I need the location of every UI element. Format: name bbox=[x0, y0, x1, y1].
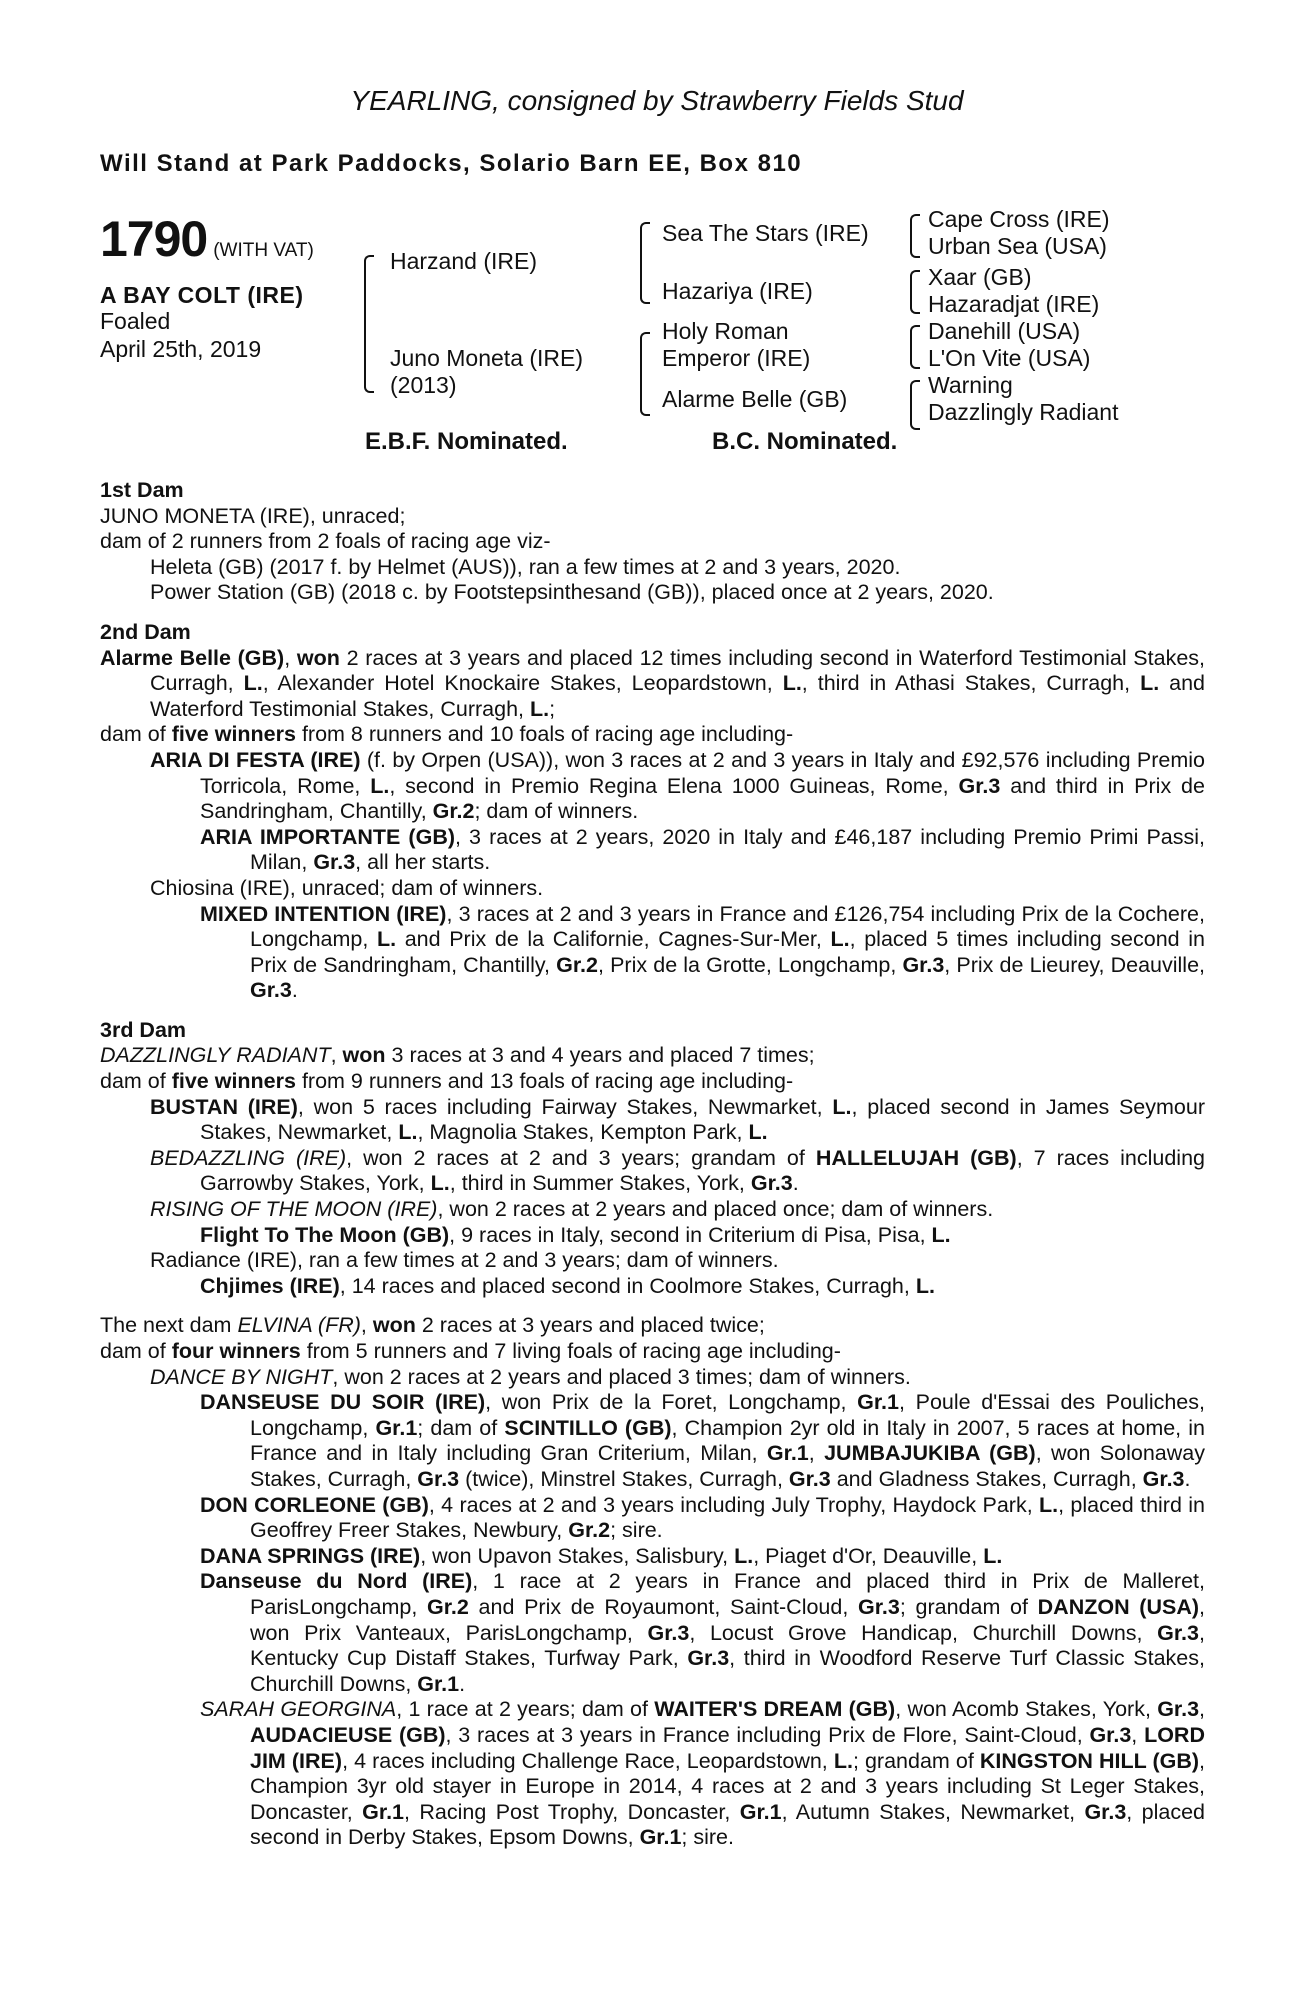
lot-number-value: 1790 bbox=[100, 211, 208, 267]
third-dam-foal-bedazzling: BEDAZZLING (IRE), won 2 races at 2 and 3 years; grandam of HALLELUJAH (GB), 7 races including Garrowby Stakes, York, L., third in Summer Stakes, York, Gr.3. bbox=[150, 1145, 1205, 1196]
section-heading-1st-dam: 1st Dam bbox=[100, 478, 184, 502]
second-dam-grandfoal-mixed-intention: MIXED INTENTION (IRE), 3 races at 2 and 3 years in France and £126,754 including Prix de la Cochere, Longchamp, L. and Prix de la Californie, Cagnes-Sur-Mer, L., placed 5 times including second in Prix de Sandringham, Chantilly, Gr.2, Prix de la Grotte, Longchamp, Gr.3, Prix de Lieurey, Deauville, Gr.3. bbox=[200, 901, 1205, 1003]
pedigree-g4-line2: Dazzlingly Radiant bbox=[928, 399, 1119, 425]
pedigree-g4-line1: Warning bbox=[928, 372, 1013, 398]
pedigree-g3-line2: L'On Vite (USA) bbox=[928, 345, 1091, 371]
next-dam-foal-dance-by-night: DANCE BY NIGHT, won 2 races at 2 years and placed 3 times; dam of winners. bbox=[150, 1364, 911, 1389]
section-heading-2nd-dam: 2nd Dam bbox=[100, 619, 191, 644]
second-dam-record: Alarme Belle (GB), won 2 races at 3 years and placed 12 times including second in Waterford Testimonial Stakes, Curragh, L., Alexander Hotel Knockaire Stakes, Leopardstown, L., third in Athasi Stakes, Curragh, L. and Waterford Testimonial Stakes, Curragh, L.; bbox=[100, 645, 1206, 721]
foaled-date: April 25th, 2019 bbox=[100, 336, 262, 362]
first-dam-foal-1: Heleta (GB) (2017 f. by Helmet (AUS)), ran a few times at 2 and 3 years, 2020. bbox=[150, 554, 901, 579]
third-dam-foal-radiance: Radiance (IRE), ran a few times at 2 and 3 years; dam of winners. bbox=[150, 1248, 779, 1273]
next-dam-record: The next dam ELVINA (FR), won 2 races at 3 years and placed twice; bbox=[100, 1313, 765, 1338]
pedigree-brace-1 bbox=[364, 255, 374, 393]
section-heading-3rd-dam: 3rd Dam bbox=[100, 1017, 187, 1042]
pedigree-dam-name: Juno Moneta (IRE) bbox=[390, 345, 584, 371]
pedigree-g2-line1: Xaar (GB) bbox=[928, 264, 1032, 290]
pedigree-dam-year: (2013) bbox=[390, 372, 457, 398]
stand-location: Will Stand at Park Paddocks, Solario Barn EE, Box 810 bbox=[100, 150, 803, 177]
pedigree-g3 bbox=[928, 318, 1090, 372]
first-dam-line-1: JUNO MONETA (IRE), unraced; bbox=[100, 503, 406, 528]
next-dam-grandfoal-danseuse-du-soir: DANSEUSE DU SOIR (IRE), won Prix de la Foret, Longchamp, Gr.1, Poule d'Essai des Pouliches, Longchamp, Gr.1; dam of SCINTILLO (GB), Champion 2yr old in Italy in 2007, 5 races at home, in France and in Italy including Gran Criterium, Milan, Gr.1, JUMBAJUKIBA (GB), won Solonaway Stakes, Curragh, Gr.3 (twice), Minstrel Stakes, Curragh, Gr.3 and Gladness Stakes, Curragh, Gr.3. bbox=[200, 1390, 1206, 1491]
page-title: YEARLING, consigned by Strawberry Fields Stud bbox=[350, 85, 964, 116]
pedigree-sire-sire: Sea The Stars (IRE) bbox=[662, 220, 869, 246]
next-dam-grandfoal-don-corleone: DON CORLEONE (GB), 4 races at 2 and 3 years including July Trophy, Haydock Park, L., placed third in Geoffrey Freer Stakes, Newbury, Gr.2; sire. bbox=[200, 1492, 1205, 1543]
ebf-nominated: E.B.F. Nominated. bbox=[365, 428, 568, 455]
pedigree-dam bbox=[390, 345, 583, 399]
third-dam-foal-rising-of-the-moon: RISING OF THE MOON (IRE), won 2 races at 2 years and placed once; dam of winners. bbox=[150, 1197, 994, 1222]
pedigree-sire-dam: Hazariya (IRE) bbox=[662, 278, 813, 304]
pedigree-dam-sire bbox=[662, 318, 810, 372]
pedigree-dam-sire-line2: Emperor (IRE) bbox=[662, 345, 811, 371]
third-dam-grandfoal-flight-to-the-moon: Flight To The Moon (GB), 9 races in Italy, second in Criterium di Pisa, Pisa, L. bbox=[200, 1222, 951, 1247]
pedigree-g4 bbox=[928, 372, 1118, 426]
horse-name: A BAY COLT (IRE) bbox=[100, 282, 304, 308]
pedigree-brace-3b bbox=[910, 270, 920, 314]
pedigree-g1-line2: Urban Sea (USA) bbox=[928, 233, 1107, 259]
pedigree-brace-3a bbox=[910, 214, 920, 258]
foaled-label: Foaled bbox=[100, 308, 171, 334]
vat-note: (WITH VAT) bbox=[213, 240, 314, 261]
pedigree-brace-3d bbox=[910, 380, 920, 430]
third-dam-produce-summary: dam of five winners from 9 runners and 13 foals of racing age including- bbox=[100, 1069, 794, 1094]
first-dam-line-2: dam of 2 runners from 2 foals of racing age viz- bbox=[100, 529, 551, 554]
second-dam-foal-aria-di-festa: ARIA DI FESTA (IRE) (f. by Orpen (USA)), won 3 races at 2 and 3 years in Italy and £92,576 including Premio Torricola, Rome, L., second in Premio Regina Elena 1000 Guineas, Rome, Gr.3 and third in Prix de Sandringham, Chantilly, Gr.2; dam of winners. bbox=[150, 747, 1206, 824]
pedigree-dam-sire-line1: Holy Roman bbox=[662, 318, 789, 344]
lot-number bbox=[100, 210, 314, 268]
foaled-info bbox=[100, 307, 261, 363]
produce-record bbox=[100, 478, 1205, 1851]
third-dam-foal-bustan: BUSTAN (IRE), won 5 races including Fairway Stakes, Newmarket, L., placed second in James Seymour Stakes, Newmarket, L., Magnolia Stakes, Kempton Park, L. bbox=[150, 1094, 1205, 1145]
next-dam-produce-summary: dam of four winners from 5 runners and 7 living foals of racing age including- bbox=[100, 1339, 841, 1363]
pedigree-g1-line1: Cape Cross (IRE) bbox=[928, 206, 1110, 232]
second-dam-foal-chiosina: Chiosina (IRE), unraced; dam of winners. bbox=[150, 875, 544, 900]
pedigree-g2-line2: Hazaradjat (IRE) bbox=[928, 291, 1100, 317]
pedigree-g1 bbox=[928, 206, 1109, 260]
pedigree-brace-3c bbox=[910, 325, 920, 369]
third-dam-grandfoal-chjimes: Chjimes (IRE), 14 races and placed second in Coolmore Stakes, Curragh, L. bbox=[200, 1273, 935, 1298]
first-dam-foal-2: Power Station (GB) (2018 c. by Footstepsinthesand (GB)), placed once at 2 years, 2020. bbox=[150, 580, 994, 605]
second-dam-produce-summary: dam of five winners from 8 runners and 10 foals of racing age including- bbox=[100, 722, 794, 747]
pedigree-brace-2b bbox=[640, 332, 650, 416]
bc-nominated: B.C. Nominated. bbox=[712, 428, 898, 455]
pedigree-dam-dam: Alarme Belle (GB) bbox=[662, 386, 848, 412]
pedigree-g2 bbox=[928, 264, 1099, 318]
next-dam-grandfoal-danseuse-du-nord: Danseuse du Nord (IRE), 1 race at 2 years in France and placed third in Prix de Malleret, ParisLongchamp, Gr.2 and Prix de Royaumont, Saint-Cloud, Gr.3; grandam of DANZON (USA), won Prix Vanteaux, ParisLongchamp, Gr.3, Locust Grove Handicap, Churchill Downs, Gr.3, Kentucky Cup Distaff Stakes, Turfway Park, Gr.3, third in Woodford Reserve Turf Classic Stakes, Churchill Downs, Gr.1. bbox=[200, 1569, 1205, 1696]
next-dam-grandfoal-dana-springs: DANA SPRINGS (IRE), won Upavon Stakes, Salisbury, L., Piaget d'Or, Deauville, L. bbox=[200, 1543, 1003, 1568]
second-dam-grandfoal-aria-importante: ARIA IMPORTANTE (GB), 3 races at 2 years, 2020 in Italy and £46,187 including Premio Primi Passi, Milan, Gr.3, all her starts. bbox=[200, 824, 1205, 875]
next-dam-grandfoal-sarah-georgina: SARAH GEORGINA, 1 race at 2 years; dam of WAITER'S DREAM (GB), won Acomb Stakes, York, Gr.3, AUDACIEUSE (GB), 3 races at 3 years in France including Prix de Flore, Saint-Cloud, Gr.3, LORD JIM (IRE), 4 races including Challenge Race, Leopardstown, L.; grandam of KINGSTON HILL (GB), Champion 3yr old stayer in Europe in 2014, 4 races at 2 and 3 years including St Leger Stakes, Doncaster, Gr.1, Racing Post Trophy, Doncaster, Gr.1, Autumn Stakes, Newmarket, Gr.3, placed second in Derby Stakes, Epsom Downs, Gr.1; sire. bbox=[200, 1697, 1206, 1850]
pedigree-sire: Harzand (IRE) bbox=[390, 248, 537, 274]
pedigree-g3-line1: Danehill (USA) bbox=[928, 318, 1081, 344]
pedigree-brace-2a bbox=[640, 222, 650, 304]
third-dam-record: DAZZLINGLY RADIANT, won 3 races at 3 and 4 years and placed 7 times; bbox=[100, 1043, 815, 1068]
